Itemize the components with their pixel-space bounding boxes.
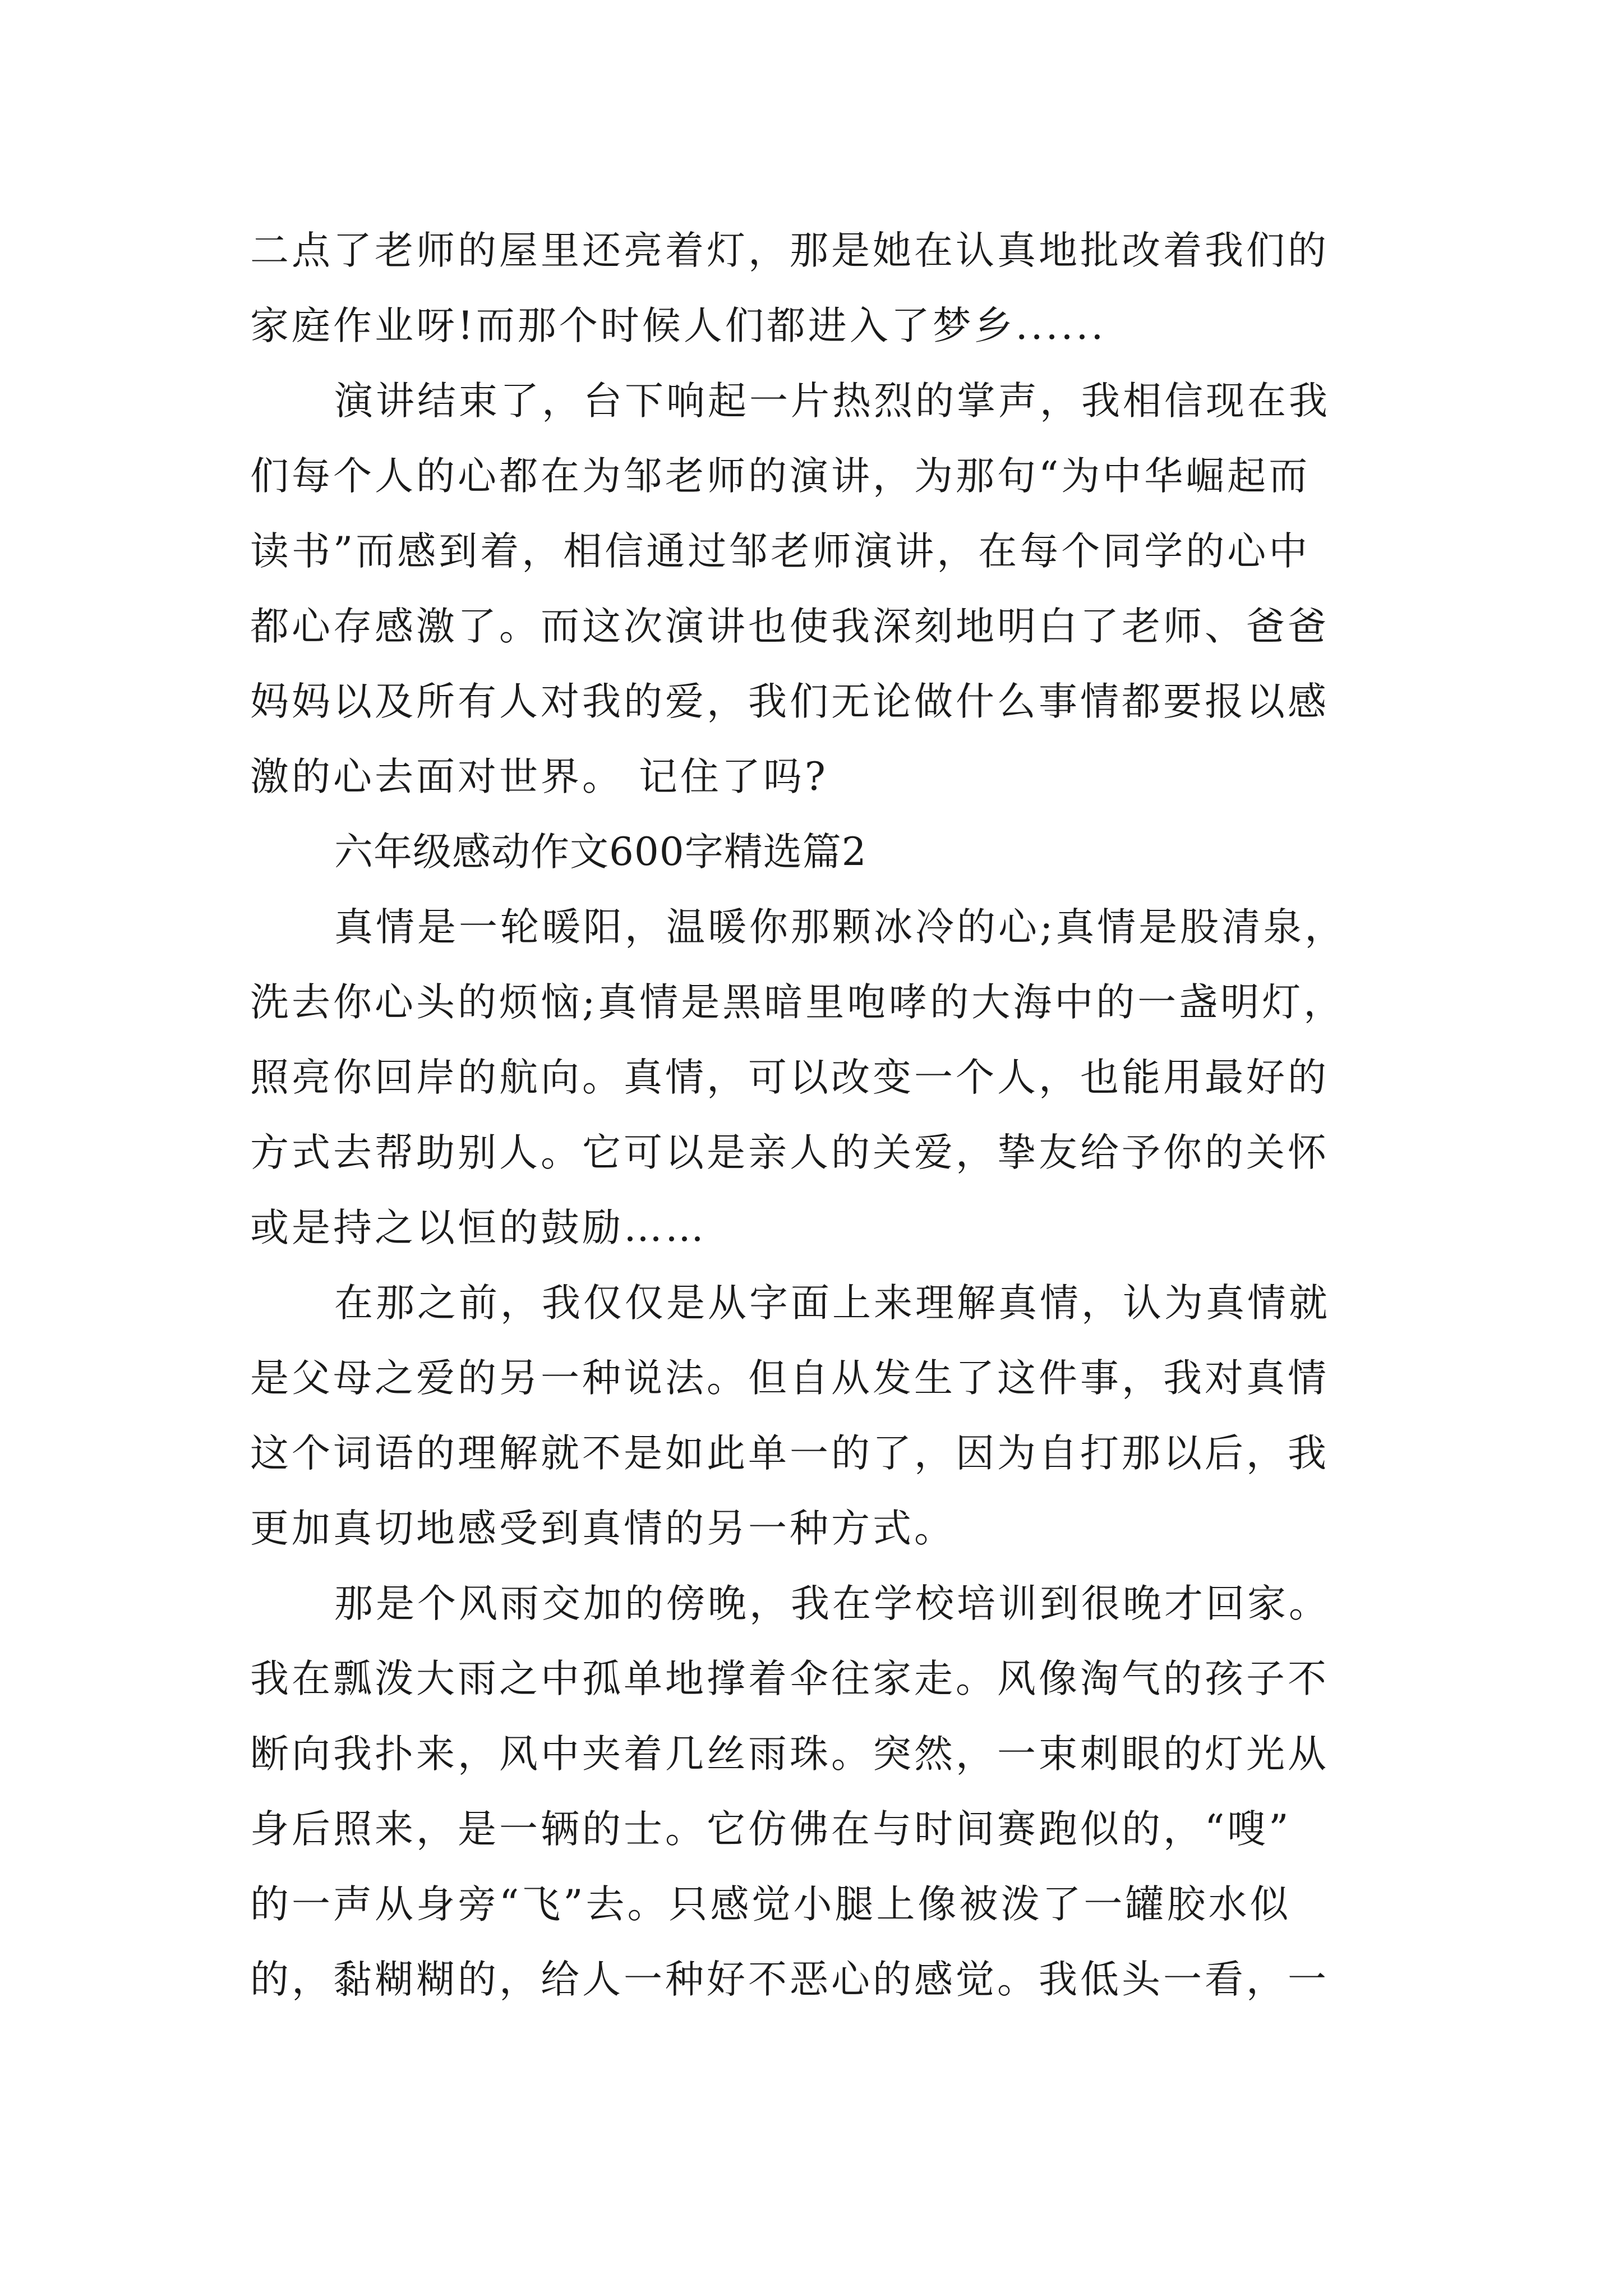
text-line: 演讲结束了，台下响起一片热烈的掌声，我相信现在我 — [334, 379, 1330, 424]
text-line: 是父母之爱的另一种说法。但自从发生了这件事，我对真情 — [250, 1356, 1329, 1401]
text-line: 更加真切地感受到真情的另一种方式。 — [250, 1506, 956, 1551]
section-heading — [250, 815, 1394, 890]
text-line: 妈妈以及所有人对我的爱，我们无论做什么事情都要报以感 — [250, 679, 1329, 724]
text-line: 我在瓢泼大雨之中孤单地撑着伞往家走。风像淘气的孩子不 — [250, 1657, 1329, 1701]
paragraph-5 — [250, 1566, 1394, 2017]
text-line: 身后照来，是一辆的士。它仿佛在与时间赛跑似的，“嗖” — [250, 1807, 1292, 1852]
document-body — [250, 213, 1394, 2017]
text-line: 那是个风雨交加的傍晚，我在学校培训到很晚才回家。 — [334, 1581, 1330, 1626]
text-line: 激的心去面对世界。 记住了吗? — [250, 754, 828, 799]
text-line: 们每个人的心都在为邹老师的演讲，为那句“为中华崛起而 — [250, 454, 1311, 499]
text-line: 方式去帮助别人。它可以是亲人的关爱，挚友给予你的关怀 — [250, 1130, 1329, 1175]
text-line: 读书”而感到着，相信通过邹老师演讲，在每个同学的心中 — [250, 529, 1311, 574]
text-line: 真情是一轮暖阳，温暖你那颗冰冷的心;真情是股清泉， — [334, 905, 1347, 950]
paragraph-1 — [250, 213, 1394, 364]
text-line: 洗去你心头的烦恼;真情是黑暗里咆哮的大海中的一盏明灯， — [250, 980, 1345, 1025]
text-line: 的，黏糊糊的，给人一种好不恶心的感觉。我低头一看，一 — [250, 1957, 1329, 2002]
text-line: 断向我扑来，风中夹着几丝雨珠。突然，一束刺眼的灯光从 — [250, 1732, 1329, 1777]
text-line: 家庭作业呀!而那个时候人们都进入了梦乡...... — [250, 303, 1106, 348]
paragraph-3 — [250, 890, 1394, 1266]
text-line: 这个词语的理解就不是如此单一的了，因为自打那以后，我 — [250, 1431, 1329, 1476]
paragraph-2 — [250, 364, 1394, 815]
text-line: 二点了老师的屋里还亮着灯，那是她在认真地批改着我们的 — [250, 228, 1329, 273]
text-line: 或是持之以恒的鼓励…… — [250, 1205, 707, 1250]
paragraph-4 — [250, 1266, 1394, 1566]
text-line: 在那之前，我仅仅是从字面上来理解真情，认为真情就 — [334, 1281, 1330, 1326]
heading-text: 六年级感动作文600字精选篇2 — [334, 830, 867, 875]
text-line: 都心存感激了。而这次演讲也使我深刻地明白了老师、爸爸 — [250, 604, 1329, 649]
text-line: 照亮你回岸的航向。真情，可以改变一个人，也能用最好的 — [250, 1055, 1329, 1100]
text-line: 的一声从身旁“飞”去。只感觉小腿上像被泼了一罐胶水似 — [250, 1882, 1292, 1927]
